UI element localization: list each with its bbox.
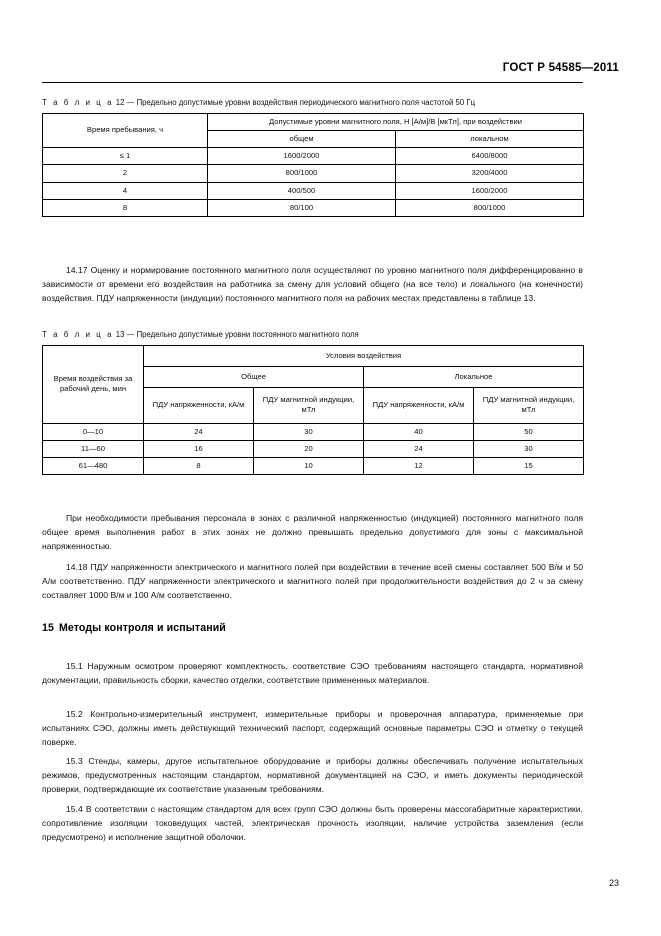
- table12-cell-time: 8: [43, 199, 208, 216]
- table12-caption-text: Предельно допустимые уровни воздействия периодического магнитного поля частотой 50 Гц: [136, 98, 476, 107]
- table12-cell-time: ≤ 1: [43, 148, 208, 165]
- table12-block: [42, 98, 583, 217]
- table-row: [43, 458, 584, 475]
- table13-cell-loc-h: 40: [364, 423, 474, 440]
- table-row: [43, 165, 584, 182]
- section-heading-15: [42, 622, 583, 634]
- paragraph-15-4-block: [42, 803, 583, 845]
- table13-cell-gen-h: 8: [144, 458, 254, 475]
- table-13: [42, 345, 584, 476]
- table12-group-header: Допустимые уровни магнитного поля, Н [А/м]/В [мкТл], при воздействии: [208, 113, 584, 130]
- section-title: Методы контроля и испытаний: [58, 622, 226, 634]
- paragraph-note: При необходимости пребывания персонала в зонах с различной напряженностью (индукцией) постоянного магнитного поля общее время выполнения работ в этих зонах не должно превышать предельно допустимого для зоны с максимальной напряженностью.: [42, 513, 583, 551]
- table12-caption-number: 12: [115, 98, 125, 107]
- table12-stub-header: Время пребывания, ч: [43, 113, 208, 148]
- paragraph-15-1-block: [42, 660, 583, 688]
- paragraph-14-17-block: [42, 264, 583, 306]
- table13-col-header-gen-h: ПДУ напряженности, кА/м: [144, 388, 254, 424]
- table12-cell-time: 4: [43, 182, 208, 199]
- table13-stub-header: Время воздействия за рабочий день, мин: [43, 345, 144, 423]
- paragraph-15-3: 15.3 Стенды, камеры, другое испытательное оборудование и приборы должны обеспечивать получение испытательных режимов, предусмотренных настоящим стандартом, нормативной документацией на СЭО, и иметь документы периодической проверки, подтверждающие их соответствие указанным требованиям.: [42, 756, 583, 794]
- table-row: [43, 440, 584, 457]
- paragraph-15-1: 15.1 Наружным осмотром проверяют комплектность, соответствие СЭО требованиям настоящего стандарта, нормативной документации, правильность сборки, качество отделки, соответствие примененных материалов.: [42, 661, 583, 685]
- table13-cell-gen-b: 30: [254, 423, 364, 440]
- table-row: [43, 148, 584, 165]
- table-row: [43, 182, 584, 199]
- table13-cell-loc-h: 24: [364, 440, 474, 457]
- table12-cell-time: 2: [43, 165, 208, 182]
- table12-cell-general: 800/1000: [208, 165, 396, 182]
- table13-caption-label: Т а б л и ц а: [42, 330, 114, 339]
- table12-cell-local: 6400/8000: [396, 148, 584, 165]
- table-row: [43, 199, 584, 216]
- table12-header-row-1: [43, 113, 584, 130]
- table-row: [43, 423, 584, 440]
- table13-cell-loc-b: 30: [474, 440, 584, 457]
- table13-col-header-gen-b: ПДУ магнитной индукции, мТл: [254, 388, 364, 424]
- table13-cell-gen-b: 20: [254, 440, 364, 457]
- table13-col-header-loc-h: ПДУ напряженности, кА/м: [364, 388, 474, 424]
- paragraph-15-4: 15.4 В соответствии с настоящим стандартом для всех групп СЭО должны быть проверены массогабаритные характеристики, сопротивление изоляции токоведущих частей, электрическая прочность изоляции, наличие устройства заземления (если предусмотрено) и исполнение защитной оболочки.: [42, 804, 583, 842]
- table13-subheader-local: Локальное: [364, 366, 584, 387]
- table13-cell-loc-b: 50: [474, 423, 584, 440]
- table13-cell-time: 11—60: [43, 440, 144, 457]
- table13-cell-gen-h: 24: [144, 423, 254, 440]
- table13-group-header: Условия воздействия: [144, 345, 584, 366]
- table12-cell-local: 800/1000: [396, 199, 584, 216]
- paragraph-14-18: 14.18 ПДУ напряженности электрического и магнитного полей при воздействии в течение всей смены составляет 500 В/м и 50 А/м соответственно. ПДУ напряженности электрического и магнитного полей при продолжительности воздействия до 2 ч за смену составляет 1000 В/м и 100 А/м соответственно.: [42, 562, 583, 600]
- paragraph-note-block: [42, 512, 583, 554]
- table12-caption: [42, 98, 583, 108]
- table13-cell-loc-h: 12: [364, 458, 474, 475]
- section-number: 15: [42, 622, 54, 634]
- table-12: [42, 113, 584, 218]
- header-rule: [42, 82, 583, 83]
- table13-cell-loc-b: 15: [474, 458, 584, 475]
- table13-block: [42, 330, 583, 475]
- table13-cell-time: 61—480: [43, 458, 144, 475]
- table13-cell-gen-b: 10: [254, 458, 364, 475]
- paragraph-15-2: 15.2 Контрольно-измерительный инструмент, измерительные приборы и проверочная аппаратура, применяемые при испытаниях СЭО, должны иметь действующий технический паспорт, содержащий основные параметры СЭО и отметку о текущей поверке.: [42, 709, 583, 747]
- table13-col-header-loc-b: ПДУ магнитной индукции, мТл: [474, 388, 584, 424]
- paragraph-15-3-block: [42, 755, 583, 797]
- table12-subheader-local: локальном: [396, 130, 584, 147]
- paragraph-14-17: 14.17 Оценку и нормирование постоянного магнитного поля осуществляют по уровню магнитного поля дифференцированно в зависимости от времени его воздействия на работника за смену для условий общего (на все тело) и локального (на конечности) воздействия. ПДУ напряженности (индукции) постоянного магнитного поля на рабочих местах представлены в таблице 13.: [42, 265, 583, 303]
- table12-cell-general: 80/100: [208, 199, 396, 216]
- table13-subheader-general: Общее: [144, 366, 364, 387]
- table13-cell-gen-h: 16: [144, 440, 254, 457]
- table13-caption-text: Предельно допустимые уровни постоянного магнитного поля: [136, 330, 359, 339]
- table13-header-row-1: [43, 345, 584, 366]
- section-15-heading-block: [42, 622, 583, 634]
- table13-caption-dash: —: [126, 330, 135, 339]
- table12-cell-local: 3200/4000: [396, 165, 584, 182]
- table12-subheader-general: общем: [208, 130, 396, 147]
- standard-title: ГОСТ Р 54585—2011: [502, 62, 619, 74]
- table13-caption-number: 13: [115, 330, 125, 339]
- table12-cell-general: 1600/2000: [208, 148, 396, 165]
- page-header: [42, 58, 619, 76]
- table12-cell-general: 400/500: [208, 182, 396, 199]
- paragraph-14-18-block: [42, 561, 583, 603]
- paragraph-15-2-block: [42, 708, 583, 750]
- table13-caption: [42, 330, 583, 340]
- table12-caption-label: Т а б л и ц а: [42, 98, 114, 107]
- table13-cell-time: 0—10: [43, 423, 144, 440]
- table12-cell-local: 1600/2000: [396, 182, 584, 199]
- page-number: 23: [608, 878, 619, 888]
- table12-caption-dash: —: [126, 98, 135, 107]
